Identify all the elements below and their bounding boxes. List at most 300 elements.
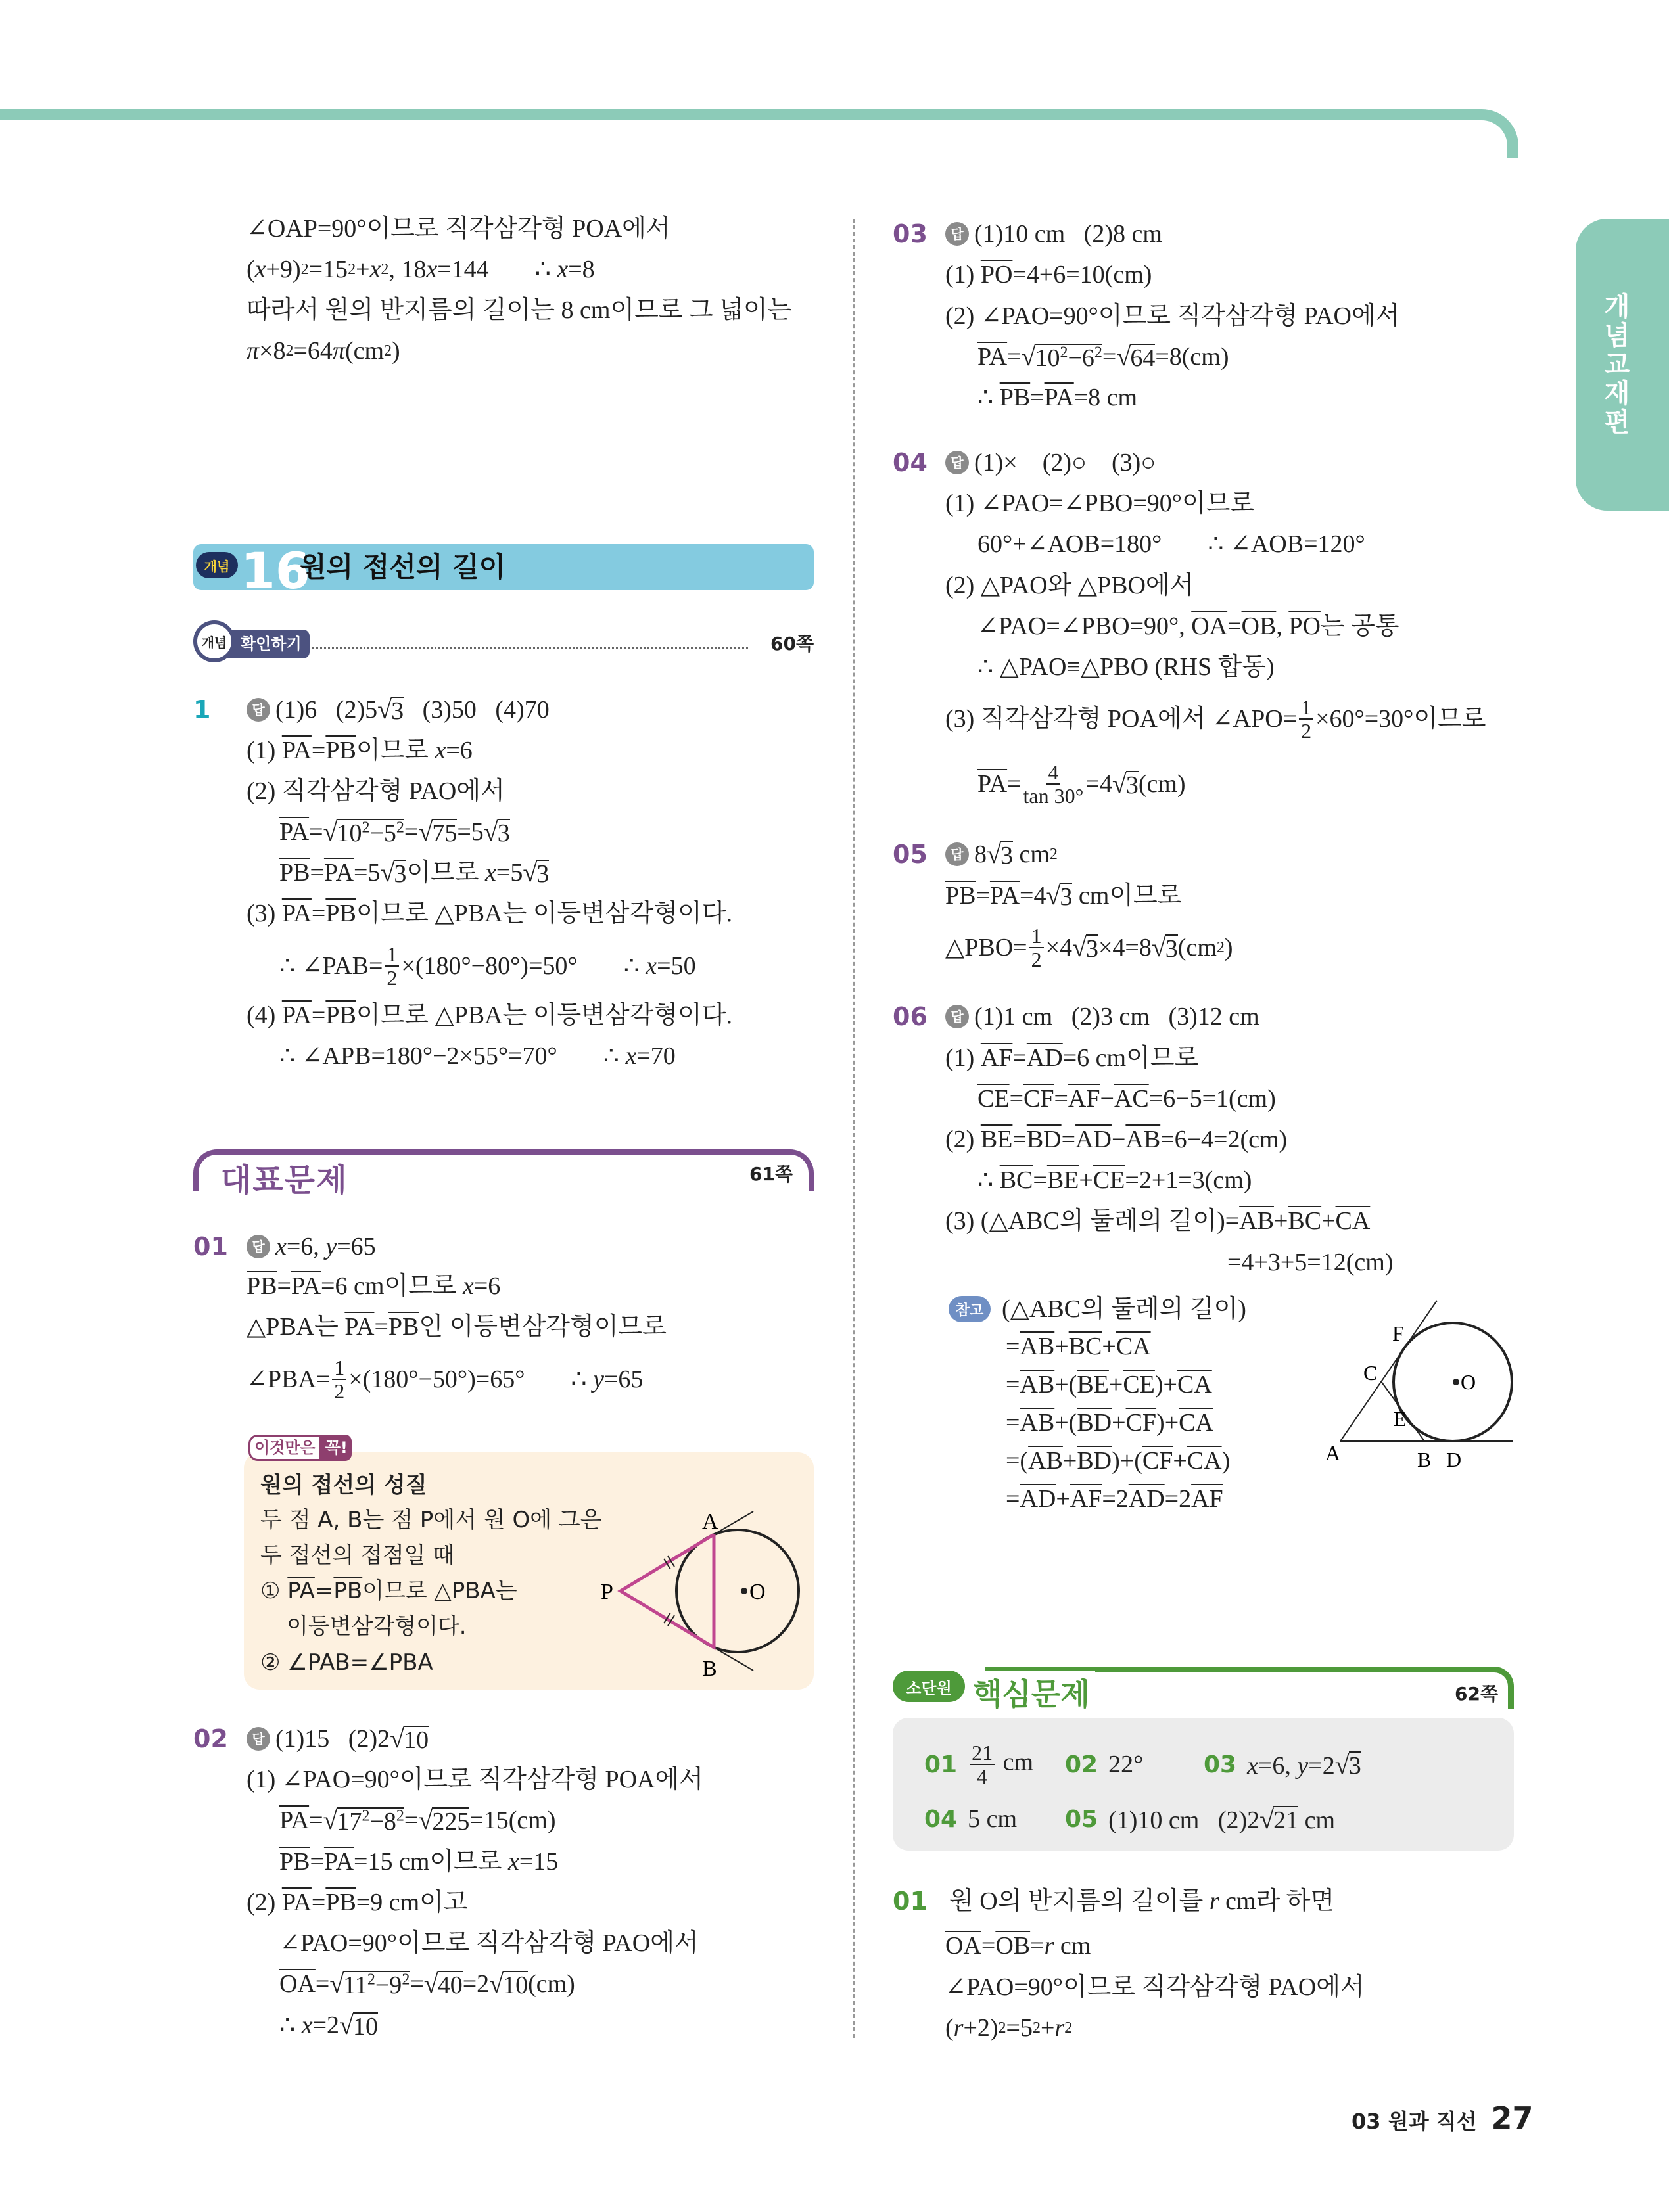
- text-segment: 2: [362, 1807, 370, 1824]
- text-segment: y: [593, 1366, 604, 1393]
- overline-segment: [1129, 1479, 1165, 1519]
- text-segment: (2): [247, 1889, 282, 1916]
- radical-sign-icon: √: [323, 817, 338, 846]
- text-segment: $\overline{BE}$: [980, 1126, 1013, 1153]
- text-segment: =6,: [1258, 1751, 1298, 1780]
- radical-sign-icon: √: [418, 817, 433, 846]
- tip-badge-label-2: 꼭!: [321, 1435, 352, 1461]
- concept-badge: 개념: [193, 620, 235, 662]
- text-segment: (: [945, 2014, 954, 2042]
- overline-segment: [247, 1266, 277, 1306]
- representative-problems-header: [193, 1149, 814, 1199]
- text-line: [279, 812, 510, 852]
- text-segment: $\overline{AB}$: [1125, 1126, 1161, 1153]
- text-segment: 75: [432, 819, 458, 847]
- text-segment: −8: [369, 1807, 396, 1835]
- text-segment: $\overline{BE}$: [1046, 1166, 1079, 1194]
- text-line: [279, 1923, 699, 1964]
- text-segment: =9 cm이고: [356, 1889, 468, 1916]
- overline-segment: [1288, 606, 1321, 647]
- text-segment: ): [1224, 934, 1233, 961]
- radicand: [1060, 883, 1072, 910]
- text-line: [977, 606, 1399, 647]
- text-segment: $\overline{PB}$: [999, 384, 1031, 411]
- radical-sign-icon: √: [418, 1805, 433, 1835]
- text-segment: +: [1054, 1333, 1069, 1360]
- radicand: [391, 697, 404, 724]
- text-segment: +: [1173, 1447, 1187, 1475]
- square-root: [1072, 918, 1098, 977]
- text-segment: +: [1056, 1485, 1070, 1513]
- radical-sign-icon: √: [1259, 1804, 1275, 1834]
- text-line: [247, 208, 670, 249]
- text-segment: 2: [1049, 846, 1058, 863]
- text-segment: =: [314, 1578, 334, 1604]
- text-segment: =6 cm이므로: [321, 1272, 463, 1300]
- fraction: [332, 1356, 346, 1402]
- text-line: [247, 771, 505, 812]
- text-segment: =8(cm): [1155, 343, 1229, 371]
- text-segment: 2: [402, 1970, 410, 1988]
- text-line: [977, 754, 1186, 814]
- text-segment: 2: [367, 1970, 375, 1988]
- text-segment: y: [325, 1233, 337, 1260]
- overline-segment: [325, 893, 356, 934]
- text-segment: =70: [636, 1042, 676, 1070]
- label-O: O: [1461, 1370, 1476, 1394]
- text-segment: 3: [1085, 934, 1098, 963]
- overline-segment: [1179, 1402, 1213, 1443]
- italic-variable: [625, 1036, 636, 1076]
- text-segment: =: [309, 1807, 323, 1834]
- radicand: [536, 860, 549, 887]
- overline-segment: [279, 1841, 310, 1882]
- text-segment: tan 30°: [1023, 784, 1084, 808]
- core-answer-item: [924, 1793, 1017, 1845]
- text-segment: $\overline{AF}$: [980, 1044, 1013, 1072]
- text-segment: =15: [308, 256, 348, 283]
- text-segment: +: [1273, 1207, 1288, 1235]
- text-line: [945, 875, 1181, 916]
- text-segment: ∴: [279, 2012, 302, 2039]
- text-segment: (1)10 cm (2)8 cm: [974, 220, 1162, 248]
- core-title: 핵심문제: [973, 1671, 1095, 1714]
- text-segment: △PBA는: [247, 1313, 345, 1341]
- text-segment: 8: [974, 841, 987, 868]
- overline-segment: [1068, 1078, 1100, 1119]
- text-segment: 이므로 △PBA는 이등변삼각형이다.: [356, 900, 732, 927]
- text-segment: ∴ ∠APB=180°−2×55°=70°: [279, 1042, 557, 1070]
- text-segment: 3: [497, 819, 510, 847]
- label-P: P: [601, 1580, 613, 1604]
- text-segment: (2): [945, 1126, 981, 1153]
- square-root: [418, 812, 457, 852]
- denominator: [334, 1380, 344, 1402]
- text-segment: ×(180°−80°)=50°: [401, 952, 578, 980]
- text-segment: ∴ ∠PAB=: [279, 952, 383, 980]
- text-segment: $\overline{PA}$: [1044, 384, 1074, 411]
- text-segment: 2: [1060, 343, 1068, 361]
- overline-segment: [325, 730, 356, 771]
- text-segment: 3: [536, 860, 550, 888]
- text-segment: =2: [1164, 1485, 1192, 1513]
- section-badge: 개념: [196, 552, 238, 578]
- text-segment: (1)6 (2)5: [275, 696, 378, 724]
- text-segment: 이므로: [356, 737, 435, 764]
- text-segment: +(: [1054, 1371, 1077, 1398]
- text-line: [247, 1306, 667, 1347]
- text-segment: )+: [1156, 1409, 1179, 1437]
- overline-segment: [324, 1841, 354, 1882]
- text-segment: ): [1221, 1447, 1231, 1475]
- text-segment: $\overline{PB}$: [945, 882, 976, 910]
- page-footer: [1352, 2100, 1533, 2136]
- page-number: 27: [1491, 2100, 1534, 2136]
- overline-segment: [977, 754, 1007, 814]
- text-segment: 1: [334, 1356, 345, 1379]
- text-segment: $\overline{BC}$: [999, 1166, 1033, 1194]
- overline-segment: [287, 1571, 315, 1611]
- core-item-value: [1108, 1750, 1143, 1779]
- text-segment: =50: [657, 952, 696, 980]
- radical-sign-icon: √: [1021, 342, 1036, 371]
- text-segment: 4: [1048, 760, 1059, 784]
- text-segment: 2: [334, 1379, 345, 1403]
- label-A: A: [702, 1511, 718, 1534]
- text-segment: $\overline{OA}$: [1191, 612, 1228, 640]
- text-segment: ∠PBA=: [247, 1366, 331, 1393]
- tip-title: 원의 접선의 성질: [260, 1472, 427, 1498]
- text-segment: )+(: [1112, 1447, 1142, 1475]
- core-item-value: [1247, 1749, 1361, 1780]
- text-line: [945, 1967, 1365, 2008]
- text-segment: =: [309, 818, 323, 846]
- italic-variable: [255, 249, 266, 290]
- text-segment: $\overline{PB}$: [325, 1002, 356, 1029]
- text-segment: =5: [457, 818, 484, 846]
- square-root: [1152, 918, 1178, 977]
- text-segment: 2: [381, 261, 389, 278]
- text-segment: x: [301, 2012, 313, 2039]
- text-segment: $\overline{AB}$: [1020, 1333, 1055, 1360]
- text-segment: 10: [503, 1971, 529, 1999]
- text-segment: $\overline{PB}$: [247, 1272, 277, 1300]
- text-line: [977, 336, 1229, 377]
- text-segment: +: [1112, 1409, 1126, 1437]
- square-root: [1022, 336, 1102, 377]
- text-segment: −9: [375, 1971, 402, 1999]
- radicand: [432, 1807, 469, 1834]
- radical-sign-icon: √: [339, 2010, 354, 2040]
- overline-segment: [1023, 1078, 1054, 1119]
- square-root: [323, 812, 404, 852]
- text-segment: 22°: [1108, 1751, 1144, 1778]
- overline-segment: [981, 1119, 1013, 1160]
- text-segment: 2: [1032, 2019, 1041, 2037]
- text-segment: $\overline{BC}$: [1068, 1333, 1102, 1360]
- text-segment: =: [310, 859, 324, 887]
- overline-segment: [1177, 1364, 1212, 1405]
- denominator: [1023, 785, 1084, 807]
- radical-sign-icon: √: [523, 858, 538, 887]
- italic-variable: [302, 2005, 313, 2046]
- radical-sign-icon: √: [1112, 769, 1127, 798]
- overline-segment: [945, 875, 976, 916]
- text-line: [247, 249, 595, 290]
- overline-segment: [1045, 377, 1074, 418]
- text-segment: +: [1079, 1166, 1093, 1194]
- radicand: [1349, 1751, 1361, 1778]
- problem-number: 1: [193, 695, 211, 724]
- text-segment: x: [646, 952, 657, 980]
- note-line: [1006, 1402, 1213, 1443]
- text-line: [977, 647, 1275, 687]
- radical-sign-icon: √: [483, 817, 498, 846]
- text-segment: =2: [312, 2012, 339, 2039]
- text-segment: $\overline{AF}$: [1191, 1485, 1223, 1513]
- fraction: [1299, 696, 1313, 742]
- square-root: [323, 1800, 404, 1841]
- text-segment: 2: [1094, 343, 1102, 361]
- side-tab[interactable]: 개념교재편: [1576, 219, 1669, 511]
- text-segment: +: [1102, 1333, 1116, 1360]
- tip-line: [260, 1571, 517, 1611]
- text-segment: =2+1=3(cm): [1125, 1166, 1252, 1194]
- overline-segment: [291, 1266, 321, 1306]
- text-segment: ∠PAO=∠PBO=90°,: [977, 612, 1192, 640]
- problem-number: 04: [893, 448, 928, 477]
- text-segment: ∴: [623, 952, 646, 980]
- text-segment: (3) 직각삼각형 POA에서 ∠APO=: [945, 705, 1298, 733]
- numerator: [385, 943, 399, 967]
- text-line: [247, 290, 791, 331]
- text-segment: $\overline{PA}$: [287, 1578, 315, 1604]
- text-segment: $\overline{PA}$: [281, 900, 312, 927]
- square-root: [523, 852, 549, 893]
- numerator: [1029, 925, 1044, 948]
- text-segment: $\overline{PA}$: [344, 1313, 375, 1341]
- text-line: [247, 730, 473, 771]
- radical-sign-icon: √: [423, 1969, 438, 1998]
- text-segment: 3: [394, 860, 407, 888]
- text-segment: =6 cm이므로: [1062, 1044, 1199, 1072]
- overline-segment: [1027, 1119, 1062, 1160]
- text-segment: =5: [1006, 2014, 1033, 2042]
- text-segment: r: [1054, 2014, 1065, 2042]
- text-segment: (3) (△ABC의 둘레의 길이)=: [945, 1207, 1240, 1235]
- text-segment: 3: [391, 697, 404, 725]
- text-segment: r: [1044, 1932, 1054, 1960]
- text-segment: 10: [352, 2012, 378, 2040]
- text-segment: ∴: [603, 1042, 626, 1070]
- superscript: [362, 1807, 369, 1824]
- overline-segment: [1187, 1440, 1222, 1481]
- text-segment: 이므로 △PBA는 이등변삼각형이다.: [356, 1002, 732, 1029]
- text-segment: ∠PAO=90°이므로 직각삼각형 PAO에서: [279, 1929, 699, 1957]
- answer-badge-icon: 답: [247, 1727, 270, 1751]
- radicand: [337, 1807, 404, 1834]
- text-segment: (1)15 (2)2: [275, 1725, 390, 1753]
- text-segment: (3)50 (4)70: [404, 696, 550, 724]
- overline-segment: [1077, 1364, 1109, 1405]
- page-ref: 61쪽: [749, 1163, 793, 1185]
- text-segment: (1)10 cm (2)2: [1108, 1806, 1260, 1834]
- text-segment: $\overline{CA}$: [1179, 1409, 1213, 1437]
- label-O: O: [749, 1580, 766, 1604]
- text-segment: r: [953, 2014, 964, 2042]
- overline-segment: [1336, 1201, 1371, 1241]
- text-segment: $\overline{CE}$: [977, 1085, 1010, 1113]
- square-root: [390, 1718, 429, 1759]
- overline-segment: [995, 1925, 1030, 1966]
- answer-line: [945, 214, 1162, 254]
- text-segment: 따라서 원의 반지름의 길이는 8 cm이므로 그 넓이는: [247, 296, 792, 324]
- tangent-figure: [592, 1511, 815, 1682]
- overline-segment: [325, 1882, 356, 1923]
- text-segment: $\overline{PB}$: [388, 1313, 419, 1341]
- text-segment: ): [392, 337, 400, 365]
- overline-segment: [333, 1571, 362, 1611]
- overline-segment: [1126, 1402, 1156, 1443]
- text-segment: =8 cm: [1073, 384, 1138, 411]
- superscript: [362, 819, 369, 836]
- text-segment: 이므로: [406, 859, 486, 887]
- text-segment: =6−5=1(cm): [1148, 1085, 1276, 1113]
- denominator: [977, 1765, 987, 1787]
- gap-segment: [1208, 524, 1365, 565]
- overline-segment: [1020, 1364, 1054, 1405]
- answer-line: [945, 996, 1259, 1037]
- text-line: [945, 2008, 1072, 2048]
- overline-segment: [1125, 1119, 1160, 1160]
- text-segment: =: [1006, 1409, 1020, 1437]
- radical-sign-icon: √: [377, 695, 392, 724]
- answer-line: [945, 834, 1058, 875]
- radicand: [337, 819, 404, 846]
- overline-segment: [279, 1964, 316, 2004]
- text-segment: $\overline{AB}$: [1028, 1447, 1063, 1475]
- core-answer-item: [1065, 1793, 1335, 1845]
- overline-segment: [279, 1800, 309, 1841]
- text-segment: $\overline{CE}$: [1123, 1371, 1155, 1398]
- text-segment: =: [277, 1272, 291, 1300]
- text-line: [247, 1266, 500, 1306]
- text-segment: =: [981, 1932, 996, 1960]
- note-line: [1006, 1326, 1151, 1367]
- italic-variable: [508, 1841, 519, 1882]
- section-number: 16: [241, 541, 310, 600]
- core-item-number: 03: [1204, 1751, 1237, 1778]
- core-item-number: 01: [924, 1751, 958, 1778]
- text-segment: $\overline{AF}$: [1070, 1485, 1102, 1513]
- text-segment: (1) ∠PAO=90°이므로 직각삼각형 POA에서: [247, 1766, 703, 1793]
- text-segment: $\overline{AB}$: [1020, 1371, 1055, 1398]
- core-item-value: [968, 1741, 1033, 1787]
- radical-sign-icon: √: [390, 1724, 405, 1753]
- text-segment: 3: [1060, 883, 1073, 911]
- italic-variable: [275, 1226, 287, 1267]
- text-segment: (1)1 cm (2)3 cm (3)12 cm: [974, 1003, 1259, 1030]
- text-segment: =: [976, 882, 990, 910]
- text-segment: +(: [1054, 1409, 1077, 1437]
- overline-segment: [1000, 1160, 1033, 1201]
- overline-segment: [990, 875, 1020, 916]
- radicand: [438, 1971, 463, 1998]
- text-segment: =15(cm): [469, 1807, 556, 1834]
- problem-number: 02: [193, 1724, 228, 1753]
- text-segment: ∴: [534, 256, 557, 283]
- overline-segment: [1020, 1402, 1054, 1443]
- text-line: [247, 1882, 468, 1923]
- text-segment: 4: [977, 1764, 988, 1788]
- radical-sign-icon: √: [987, 839, 1001, 869]
- text-segment: (△ABC의 둘레의 길이): [1002, 1295, 1246, 1323]
- text-segment: =65: [337, 1233, 376, 1260]
- text-line: [1227, 1242, 1393, 1283]
- italic-variable: [646, 936, 657, 996]
- overline-segment: [1020, 1326, 1054, 1367]
- text-segment: =: [1054, 1085, 1068, 1113]
- italic-variable: [1247, 1752, 1258, 1780]
- italic-variable: [954, 2008, 964, 2048]
- text-segment: )+: [1154, 1371, 1177, 1398]
- text-segment: =15 cm이므로: [354, 1848, 508, 1876]
- text-line: [949, 1881, 1334, 1922]
- gap-segment: [624, 936, 646, 996]
- text-segment: $\overline{AB}$: [1020, 1409, 1055, 1437]
- fraction: [970, 1741, 995, 1787]
- fraction: [1023, 761, 1084, 807]
- radicand: [432, 819, 457, 846]
- text-segment: =2: [1102, 1485, 1129, 1513]
- page-ref: 62쪽: [1454, 1683, 1498, 1705]
- superscript: [402, 1971, 410, 1988]
- text-line: [279, 2005, 378, 2046]
- rep-title: 대표문제: [221, 1162, 348, 1199]
- text-segment: $\overline{PA}$: [281, 1889, 312, 1916]
- text-segment: $\overline{PA}$: [977, 343, 1008, 371]
- text-segment: =: [1030, 1932, 1045, 1960]
- text-segment: 64: [1130, 344, 1156, 372]
- text-segment: 2: [285, 342, 294, 359]
- text-segment: $\overline{PB}$: [325, 900, 356, 927]
- text-segment: ∴ ∠AOB=120°: [1208, 530, 1365, 558]
- note-line: [1002, 1289, 1246, 1329]
- radicand: [1000, 841, 1013, 868]
- text-segment: 225: [432, 1807, 470, 1835]
- text-segment: =65: [603, 1366, 644, 1393]
- text-segment: $\overline{AB}$: [1239, 1207, 1274, 1235]
- superscript: [396, 819, 404, 836]
- text-segment: $\overline{CE}$: [1093, 1166, 1125, 1194]
- text-segment: −: [1111, 1126, 1126, 1153]
- text-segment: $\overline{CF}$: [1023, 1085, 1054, 1113]
- text-line: [945, 1925, 1091, 1966]
- text-segment: $\overline{PA}$: [281, 1002, 312, 1029]
- gap-segment: [571, 1350, 593, 1409]
- text-segment: 10: [337, 819, 362, 847]
- square-root: [329, 1964, 410, 2004]
- label-B: B: [1417, 1448, 1432, 1471]
- square-root: [1046, 875, 1072, 916]
- square-root: [418, 1800, 469, 1841]
- text-segment: (cm): [528, 1970, 575, 1998]
- text-segment: =: [1012, 1126, 1027, 1153]
- overline-segment: [282, 1882, 312, 1923]
- text-segment: ∴: [977, 384, 1000, 411]
- text-segment: $\overline{AC}$: [1114, 1085, 1149, 1113]
- text-segment: x: [435, 737, 446, 764]
